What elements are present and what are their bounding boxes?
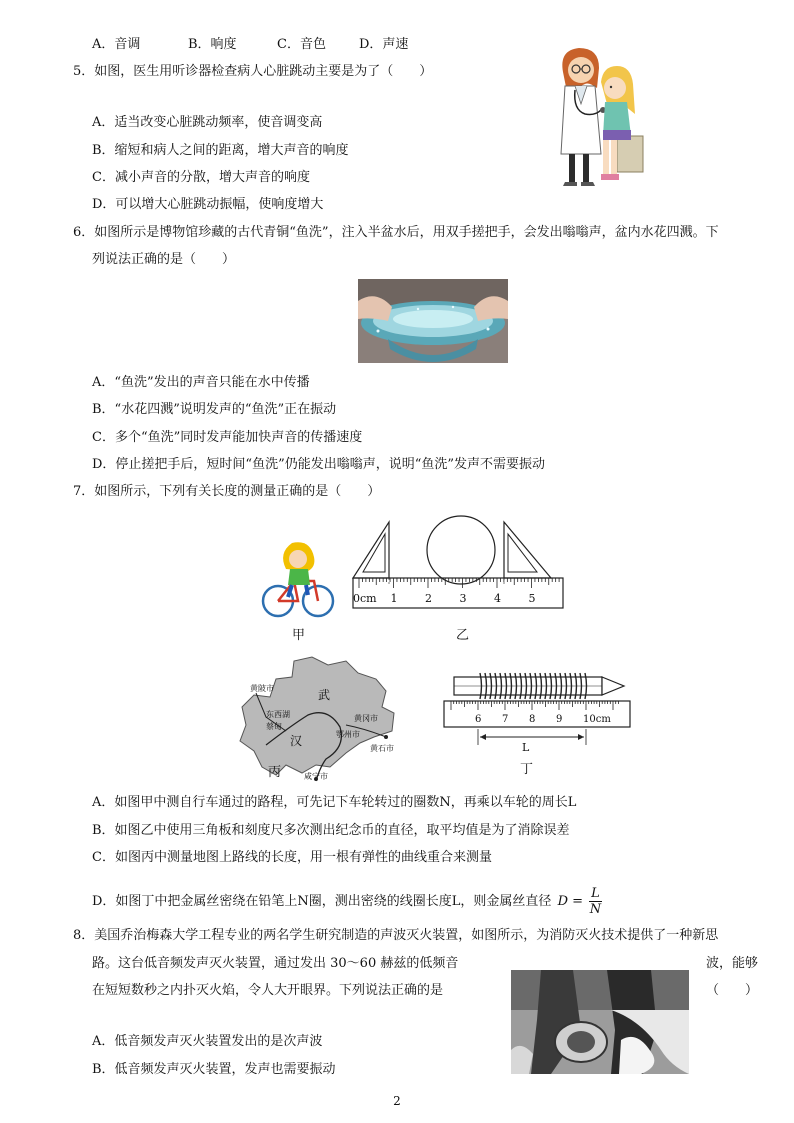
q5-stem: 5．如图，医生用听诊器检查病人心脏跳动主要是为了（ ） bbox=[73, 64, 433, 79]
q8-option-a: A．低音频发声灭火装置发出的是次声波 bbox=[92, 1034, 323, 1049]
map-place-label: 黄冈市 bbox=[354, 714, 378, 723]
page-number: 2 bbox=[393, 1094, 401, 1108]
map-place-label: 咸宁市 bbox=[304, 772, 328, 781]
map-place-label: 鄂州市 bbox=[336, 730, 360, 739]
q7-option-d-text: D．如图丁中把金属丝密绕在铅笔上N圈，测出密绕的线圈长度L，则金属丝直径 bbox=[92, 894, 552, 909]
q8-stem-line3b: （ ） bbox=[706, 983, 759, 998]
ruler-tick-label: 2 bbox=[425, 592, 432, 605]
figure-bing-map bbox=[236, 655, 404, 783]
ruler-tick-label: 7 bbox=[502, 714, 509, 725]
q7-option-d bbox=[92, 886, 602, 917]
bronze-basin-photo bbox=[358, 279, 508, 363]
figure-yi-label: 乙 bbox=[456, 628, 470, 643]
coil-length-label: L bbox=[522, 741, 530, 754]
q7-formula-denominator: N bbox=[589, 902, 602, 917]
map-place-label: 黄石市 bbox=[370, 744, 394, 753]
ruler-tick-label: 8 bbox=[529, 714, 536, 725]
ruler-tick-label: 0cm bbox=[353, 592, 377, 605]
q8-stem-line1: 8．美国乔治梅森大学工程专业的两名学生研究制造的声波灭火装置，如图所示，为消防灭火技术提供了一种新思 bbox=[73, 928, 719, 943]
ruler-tick-label: 6 bbox=[475, 714, 482, 725]
q6-option-a: A．“鱼洗”发出的声音只能在水中传播 bbox=[92, 375, 310, 390]
ruler-tick-label: 3 bbox=[459, 592, 467, 605]
doctor-stethoscope-illustration bbox=[545, 44, 645, 190]
q6-stem-line2: 列说法正确的是（ ） bbox=[92, 252, 236, 267]
q7-option-c: C．如图丙中测量地图上路线的长度，用一根有弹性的曲线重合来测量 bbox=[92, 850, 492, 865]
q6-option-c: C．多个“鱼洗”同时发声能加快声音的传播速度 bbox=[92, 430, 363, 445]
q6-stem-line1: 6．如图所示是博物馆珍藏的古代青铜“鱼洗”，注入半盆水后，用双手搓把手，会发出嗡嗡声，盆内水花四溅。下 bbox=[73, 225, 719, 240]
q4-option-d: D．声速 bbox=[359, 37, 409, 52]
q7-formula-fraction bbox=[589, 886, 602, 917]
q7-option-a: A．如图甲中测自行车通过的路程，可先记下车轮转过的圈数N，再乘以车轮的周长L bbox=[92, 795, 577, 810]
ruler-tick-label: 5 bbox=[528, 592, 536, 605]
q8-stem-line3a: 在短短数秒之内扑灭火焰，令人大开眼界。下列说法正确的是 bbox=[92, 983, 444, 998]
map-place-label: 蔡甸 bbox=[266, 722, 282, 731]
q4-option-c: C．音色 bbox=[277, 37, 326, 52]
ruler-tick-label: 10cm bbox=[583, 714, 611, 725]
figure-ding-label: 丁 bbox=[520, 762, 534, 777]
q5-option-b: B．缩短和病人之间的距离，增大声音的响度 bbox=[92, 143, 349, 158]
map-place-label: 东西湖 bbox=[266, 710, 290, 719]
ruler-tick-label: 9 bbox=[556, 714, 563, 725]
ruler-tick-label: 1 bbox=[390, 592, 398, 605]
figure-jia-label: 甲 bbox=[292, 628, 306, 643]
q4-option-b: B．响度 bbox=[188, 37, 237, 52]
q6-option-d: D．停止搓把手后，短时间“鱼洗”仍能发出嗡嗡声，说明“鱼洗”发声不需要振动 bbox=[92, 457, 546, 472]
map-place-label: 武 bbox=[318, 688, 331, 702]
q7-formula-lhs: D = bbox=[557, 894, 584, 909]
q5-option-a: A．适当改变心脏跳动频率，使音调变高 bbox=[92, 115, 323, 130]
q4-option-a: A．音调 bbox=[92, 37, 141, 52]
map-place-label: 汉 bbox=[290, 734, 303, 748]
q8-stem-line2a: 路。这台低音频发声灭火装置，通过发出 30～60 赫兹的低频音 bbox=[92, 956, 459, 971]
map-place-label: 黄陂市 bbox=[250, 684, 274, 693]
q5-option-c: C．减小声音的分散，增大声音的响度 bbox=[92, 170, 310, 185]
figure-yi-coin-ruler bbox=[351, 512, 565, 612]
q8-stem-line2b: 波，能够 bbox=[706, 956, 759, 971]
figure-jia-bicycle bbox=[258, 527, 336, 619]
figure-bing-label: 丙 bbox=[268, 765, 282, 780]
q7-stem: 7．如图所示，下列有关长度的测量正确的是（ ） bbox=[73, 484, 381, 499]
q7-option-b: B．如图乙中使用三角板和刻度尺多次测出纪念币的直径，取平均值是为了消除误差 bbox=[92, 823, 570, 838]
ruler-tick-label: 4 bbox=[494, 592, 501, 605]
figure-ding-pencil-coil bbox=[442, 665, 632, 755]
q8-option-b: B．低音频发声灭火装置，发声也需要振动 bbox=[92, 1062, 336, 1077]
q6-option-b: B．“水花四溅”说明发声的“鱼洗”正在振动 bbox=[92, 402, 337, 417]
q5-option-d: D．可以增大心脏跳动振幅，使响度增大 bbox=[92, 197, 324, 212]
sound-fire-extinguisher-photo bbox=[511, 970, 689, 1074]
q7-formula-numerator: L bbox=[591, 886, 600, 901]
